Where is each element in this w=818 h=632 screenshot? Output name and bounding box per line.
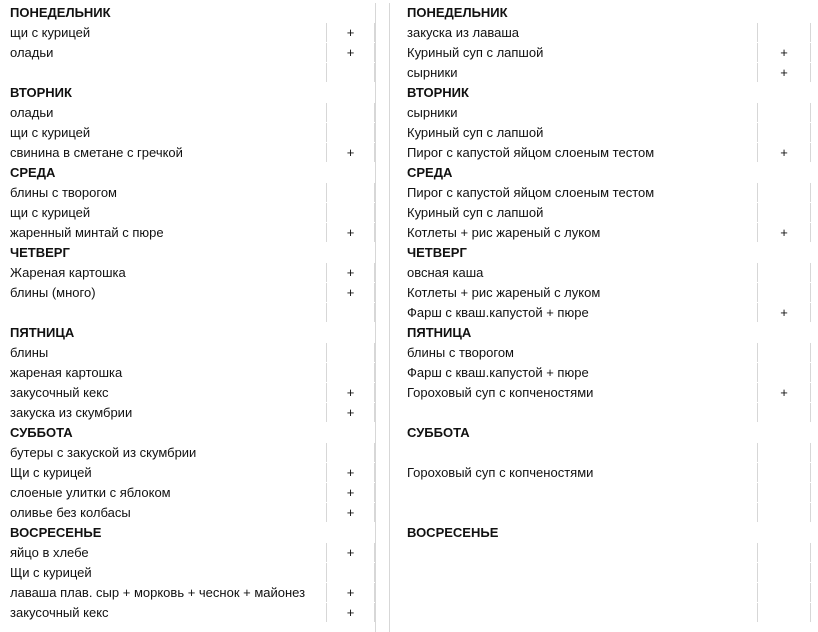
- dish-name-cell[interactable]: Гороховый суп с копченостями: [404, 463, 758, 482]
- done-mark-cell[interactable]: +: [327, 283, 375, 302]
- day-name-cell[interactable]: СУББОТА: [407, 425, 470, 440]
- day-mark-cell[interactable]: [327, 323, 375, 342]
- done-mark-cell[interactable]: [327, 123, 375, 142]
- dish-name-cell[interactable]: [404, 503, 758, 522]
- done-mark-cell[interactable]: +: [327, 543, 375, 562]
- dish-name-cell[interactable]: щи с курицей: [7, 203, 327, 222]
- dish-name-cell[interactable]: блины с творогом: [404, 343, 758, 362]
- day-name-cell[interactable]: ПЯТНИЦА: [10, 325, 75, 340]
- done-mark-cell[interactable]: [327, 303, 375, 322]
- dish-name-cell[interactable]: оладьи: [7, 43, 327, 62]
- done-mark-cell[interactable]: [758, 543, 811, 562]
- dish-name-cell[interactable]: Куриный суп с лапшой: [404, 43, 758, 62]
- done-mark-cell[interactable]: +: [327, 23, 375, 42]
- done-mark-cell[interactable]: [758, 263, 811, 282]
- day-mark-cell[interactable]: [758, 523, 811, 542]
- dish-name-cell[interactable]: Гороховый суп с копченостями: [404, 383, 758, 402]
- dish-name-cell[interactable]: Котлеты + рис жареный с луком: [404, 223, 758, 242]
- done-mark-cell[interactable]: [327, 103, 375, 122]
- done-mark-cell[interactable]: +: [327, 463, 375, 482]
- dish-name-cell[interactable]: бутеры с закуской из скумбрии: [7, 443, 327, 462]
- day-name-cell[interactable]: ЧЕТВЕРГ: [407, 245, 467, 260]
- done-mark-cell[interactable]: [758, 363, 811, 382]
- done-mark-cell[interactable]: [758, 283, 811, 302]
- dish-name-cell[interactable]: [404, 403, 758, 422]
- done-mark-cell[interactable]: +: [327, 603, 375, 622]
- day-mark-cell[interactable]: [327, 3, 375, 22]
- done-mark-cell[interactable]: +: [327, 383, 375, 402]
- dish-name-cell[interactable]: свинина в сметане с гречкой: [7, 143, 327, 162]
- done-mark-cell[interactable]: +: [758, 383, 811, 402]
- done-mark-cell[interactable]: [327, 203, 375, 222]
- done-mark-cell[interactable]: [758, 183, 811, 202]
- dish-name-cell[interactable]: [404, 443, 758, 462]
- day-name-cell[interactable]: ВТОРНИК: [10, 85, 72, 100]
- done-mark-cell[interactable]: +: [758, 63, 811, 82]
- done-mark-cell[interactable]: [327, 183, 375, 202]
- gap-gridline: [389, 3, 390, 632]
- day-mark-cell[interactable]: [758, 163, 811, 182]
- done-mark-cell[interactable]: +: [327, 503, 375, 522]
- done-mark-cell[interactable]: +: [327, 483, 375, 502]
- done-mark-cell[interactable]: +: [327, 583, 375, 602]
- day-name-cell[interactable]: ЧЕТВЕРГ: [10, 245, 70, 260]
- dish-name-cell[interactable]: Щи с курицей: [7, 563, 327, 582]
- day-mark-cell[interactable]: [327, 163, 375, 182]
- done-mark-cell[interactable]: +: [327, 263, 375, 282]
- day-name-cell[interactable]: СРЕДА: [10, 165, 56, 180]
- done-mark-cell[interactable]: +: [327, 43, 375, 62]
- day-mark-cell[interactable]: [758, 83, 811, 102]
- dish-name-cell[interactable]: щи с курицей: [7, 23, 327, 42]
- dish-name-cell[interactable]: жареная картошка: [7, 363, 327, 382]
- day-name-cell[interactable]: ПОНЕДЕЛЬНИК: [407, 5, 508, 20]
- dish-name-cell[interactable]: Жареная картошка: [7, 263, 327, 282]
- done-mark-cell[interactable]: [327, 563, 375, 582]
- day-name-cell[interactable]: ВОСРЕСЕНЬЕ: [407, 525, 499, 540]
- dish-name-cell[interactable]: щи с курицей: [7, 123, 327, 142]
- dish-name-cell[interactable]: Куриный суп с лапшой: [404, 203, 758, 222]
- done-mark-cell[interactable]: [758, 343, 811, 362]
- day-mark-cell[interactable]: [758, 423, 811, 442]
- day-name-cell[interactable]: ВТОРНИК: [407, 85, 469, 100]
- done-mark-cell[interactable]: [758, 583, 811, 602]
- day-name-cell[interactable]: ВОСРЕСЕНЬЕ: [10, 525, 102, 540]
- dish-name-cell[interactable]: [404, 483, 758, 502]
- dish-name-cell[interactable]: Куриный суп с лапшой: [404, 123, 758, 142]
- dish-name-cell[interactable]: [404, 563, 758, 582]
- dish-name-cell[interactable]: закуска из скумбрии: [7, 403, 327, 422]
- dish-name-cell[interactable]: блины: [7, 343, 327, 362]
- done-mark-cell[interactable]: +: [758, 223, 811, 242]
- dish-name-cell[interactable]: Пирог с капустой яйцом слоеным тестом: [404, 143, 758, 162]
- dish-name-cell[interactable]: [404, 583, 758, 602]
- done-mark-cell[interactable]: [758, 443, 811, 462]
- dish-name-cell[interactable]: жаренный минтай с пюре: [7, 223, 327, 242]
- done-mark-cell[interactable]: +: [758, 303, 811, 322]
- column-gap: [375, 3, 404, 632]
- done-mark-cell[interactable]: [327, 363, 375, 382]
- done-mark-cell[interactable]: [758, 403, 811, 422]
- done-mark-cell[interactable]: [758, 483, 811, 502]
- done-mark-cell[interactable]: +: [327, 143, 375, 162]
- day-name-cell[interactable]: СУББОТА: [10, 425, 73, 440]
- dish-name-cell[interactable]: яйцо в хлебе: [7, 543, 327, 562]
- day-mark-cell[interactable]: [327, 243, 375, 262]
- done-mark-cell[interactable]: [327, 443, 375, 462]
- dish-name-cell[interactable]: овсная каша: [404, 263, 758, 282]
- dish-name-cell[interactable]: Пирог с капустой яйцом слоеным тестом: [404, 183, 758, 202]
- done-mark-cell[interactable]: [758, 603, 811, 622]
- done-mark-cell[interactable]: [758, 563, 811, 582]
- dish-name-cell[interactable]: оливье без колбасы: [7, 503, 327, 522]
- dish-name-cell[interactable]: лаваша плав. сыр + морковь + чеснок + майонез: [7, 583, 327, 602]
- day-mark-cell[interactable]: [758, 3, 811, 22]
- dish-name-cell[interactable]: [404, 543, 758, 562]
- done-mark-cell[interactable]: [758, 503, 811, 522]
- dish-name-cell[interactable]: Щи с курицей: [7, 463, 327, 482]
- day-mark-cell[interactable]: [327, 423, 375, 442]
- done-mark-cell[interactable]: [758, 123, 811, 142]
- dish-name-cell[interactable]: сырники: [404, 103, 758, 122]
- dish-name-cell[interactable]: закуска из лаваша: [404, 23, 758, 42]
- gap-gridline: [375, 3, 376, 632]
- dish-name-cell[interactable]: Фарш с кваш.капустой + пюре: [404, 363, 758, 382]
- dish-name-cell[interactable]: сырники: [404, 63, 758, 82]
- dish-name-cell[interactable]: [7, 303, 327, 322]
- day-name-cell[interactable]: ПОНЕДЕЛЬНИК: [10, 5, 111, 20]
- day-name-cell[interactable]: ПЯТНИЦА: [407, 325, 472, 340]
- done-mark-cell[interactable]: [327, 63, 375, 82]
- dish-name-cell[interactable]: Котлеты + рис жареный с луком: [404, 283, 758, 302]
- day-name-cell[interactable]: СРЕДА: [407, 165, 453, 180]
- day-mark-cell[interactable]: [758, 243, 811, 262]
- dish-name-cell[interactable]: Фарш с кваш.капустой + пюре: [404, 303, 758, 322]
- done-mark-cell[interactable]: +: [758, 43, 811, 62]
- dish-name-cell[interactable]: закусочный кекс: [7, 383, 327, 402]
- dish-name-cell[interactable]: закусочный кекс: [7, 603, 327, 622]
- dish-name-cell[interactable]: блины с творогом: [7, 183, 327, 202]
- done-mark-cell[interactable]: +: [327, 403, 375, 422]
- done-mark-cell[interactable]: +: [327, 223, 375, 242]
- done-mark-cell[interactable]: +: [758, 143, 811, 162]
- dish-name-cell[interactable]: оладьи: [7, 103, 327, 122]
- done-mark-cell[interactable]: [758, 23, 811, 42]
- dish-name-cell[interactable]: [7, 63, 327, 82]
- dish-name-cell[interactable]: слоеные улитки с яблоком: [7, 483, 327, 502]
- dish-name-cell[interactable]: блины (много): [7, 283, 327, 302]
- day-mark-cell[interactable]: [327, 83, 375, 102]
- done-mark-cell[interactable]: [758, 203, 811, 222]
- day-mark-cell[interactable]: [327, 523, 375, 542]
- done-mark-cell[interactable]: [758, 463, 811, 482]
- done-mark-cell[interactable]: [327, 343, 375, 362]
- done-mark-cell[interactable]: [758, 103, 811, 122]
- dish-name-cell[interactable]: [404, 603, 758, 622]
- day-mark-cell[interactable]: [758, 323, 811, 342]
